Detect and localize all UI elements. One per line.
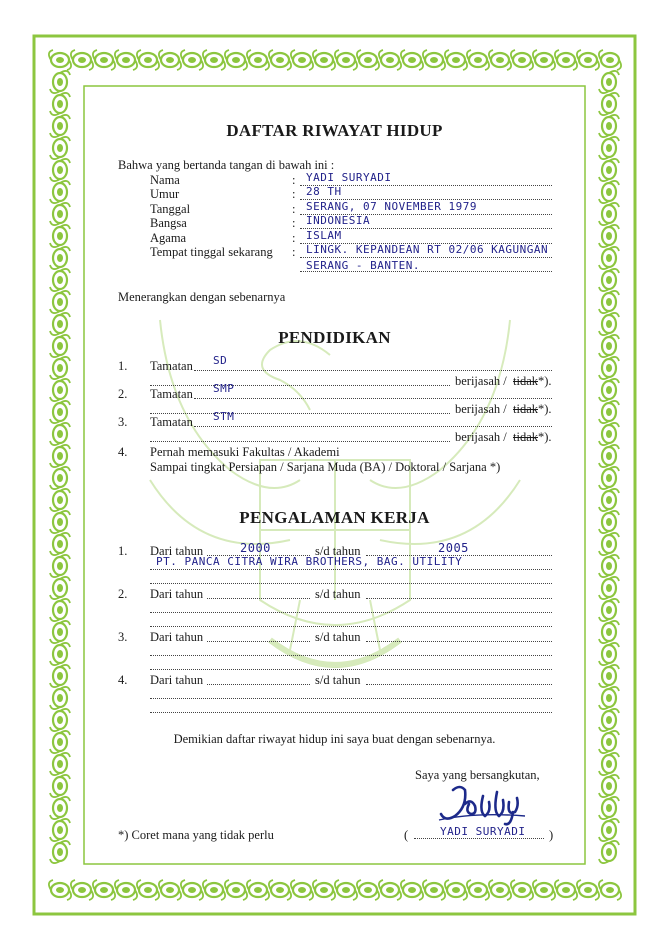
work-item-num: 1. bbox=[118, 544, 128, 558]
border-ornament bbox=[357, 50, 379, 70]
border-ornament bbox=[599, 687, 619, 709]
tidak-label: tidak bbox=[513, 402, 538, 416]
border-ornament bbox=[599, 247, 619, 269]
border-ornament bbox=[203, 880, 225, 900]
border-ornament bbox=[379, 50, 401, 70]
work-item-num: 2. bbox=[118, 587, 128, 601]
border-ornament bbox=[50, 621, 70, 643]
border-ornament bbox=[599, 880, 621, 900]
work-dots bbox=[150, 698, 552, 699]
border-ornament bbox=[137, 50, 159, 70]
border-ornament bbox=[599, 203, 619, 225]
field-colon: : bbox=[292, 173, 296, 187]
border-ornament bbox=[50, 687, 70, 709]
tidak-label: tidak bbox=[513, 430, 538, 444]
border-ornament bbox=[599, 533, 619, 555]
border-ornament bbox=[599, 709, 619, 731]
border-ornament bbox=[423, 50, 445, 70]
edu-item-4-num: 4. bbox=[118, 445, 128, 459]
border-ornament bbox=[533, 50, 555, 70]
border-ornament bbox=[159, 50, 181, 70]
border-ornament bbox=[50, 181, 70, 203]
border-ornament bbox=[50, 445, 70, 467]
work-to-label: s/d tahun bbox=[315, 630, 361, 644]
border-ornament bbox=[511, 880, 533, 900]
border-ornament bbox=[599, 291, 619, 313]
border-ornament bbox=[50, 709, 70, 731]
border-ornament bbox=[50, 467, 70, 489]
work-dots bbox=[366, 598, 552, 599]
border-ornament bbox=[137, 880, 159, 900]
work-dots bbox=[366, 641, 552, 642]
border-ornament bbox=[49, 880, 71, 900]
border-ornament bbox=[599, 445, 619, 467]
border-ornament bbox=[401, 880, 423, 900]
tidak-label: tidak bbox=[513, 374, 538, 388]
border-ornament bbox=[599, 269, 619, 291]
edu-item-label: Tamatan bbox=[150, 359, 193, 373]
signoff-text: Saya yang bersangkutan, bbox=[415, 768, 540, 782]
declare-text: Menerangkan dengan sebenarnya bbox=[118, 290, 286, 304]
work-dots bbox=[150, 655, 552, 656]
field-dots bbox=[300, 257, 552, 258]
border-ornament bbox=[247, 50, 269, 70]
work-dots bbox=[150, 712, 552, 713]
border-ornament bbox=[247, 880, 269, 900]
border-ornament bbox=[50, 423, 70, 445]
border-ornament bbox=[555, 880, 577, 900]
work-dots bbox=[150, 583, 552, 584]
border-ornament bbox=[50, 775, 70, 797]
border-ornament bbox=[50, 753, 70, 775]
border-ornament bbox=[71, 880, 93, 900]
border-ornament bbox=[445, 50, 467, 70]
border-ornament bbox=[555, 50, 577, 70]
field-label: Tempat tinggal sekarang bbox=[150, 245, 273, 259]
border-ornament bbox=[313, 50, 335, 70]
paren-open: ( bbox=[404, 828, 409, 842]
border-ornament bbox=[599, 577, 619, 599]
work-dots bbox=[207, 598, 310, 599]
field-label: Umur bbox=[150, 187, 180, 201]
work-company-value: PT. PANCA CITRA WIRA BROTHERS, BAG. UTILITY bbox=[156, 555, 463, 568]
paren-close: ) bbox=[549, 828, 554, 842]
border-ornament bbox=[599, 423, 619, 445]
border-ornament bbox=[50, 247, 70, 269]
border-ornament bbox=[50, 93, 70, 115]
work-dots bbox=[150, 612, 552, 613]
field-label: Bangsa bbox=[150, 216, 187, 230]
border-ornament bbox=[599, 379, 619, 401]
field-value: SERANG, 07 NOVEMBER 1979 bbox=[306, 200, 477, 213]
field-colon: : bbox=[292, 231, 296, 245]
education-heading: PENDIDIKAN bbox=[278, 328, 391, 347]
edu-item-num: 3. bbox=[118, 415, 128, 429]
border-ornament bbox=[599, 467, 619, 489]
border-ornament bbox=[50, 401, 70, 423]
border-ornament bbox=[467, 50, 489, 70]
edu-item-value: STM bbox=[213, 410, 235, 423]
edu-dots bbox=[150, 413, 450, 414]
border-ornament bbox=[599, 643, 619, 665]
border-ornament bbox=[599, 599, 619, 621]
berijasah-label: berijasah / bbox=[455, 402, 507, 416]
border-ornament bbox=[599, 71, 619, 93]
border-ornament bbox=[599, 841, 619, 863]
work-to-value: 2005 bbox=[438, 541, 469, 555]
border-ornament bbox=[115, 50, 137, 70]
field-value: LINGK. KEPANDEAN RT 02/06 KAGUNGAN bbox=[306, 243, 549, 256]
border-ornament bbox=[50, 577, 70, 599]
border-ornament bbox=[379, 880, 401, 900]
work-dots bbox=[207, 641, 310, 642]
edu-dots bbox=[150, 385, 450, 386]
border-ornament bbox=[313, 880, 335, 900]
border-ornament bbox=[335, 50, 357, 70]
border-ornament bbox=[401, 50, 423, 70]
border-ornament bbox=[50, 225, 70, 247]
border-ornament bbox=[50, 797, 70, 819]
border-ornament bbox=[50, 533, 70, 555]
field-value: SERANG - BANTEN. bbox=[306, 259, 420, 272]
field-value: INDONESIA bbox=[306, 214, 371, 227]
work-dots bbox=[150, 669, 552, 670]
field-colon: : bbox=[292, 202, 296, 216]
border-ornament bbox=[599, 225, 619, 247]
border-ornament bbox=[49, 50, 71, 70]
border-ornament bbox=[599, 665, 619, 687]
border-ornament bbox=[93, 880, 115, 900]
work-item-num: 3. bbox=[118, 630, 128, 644]
signature bbox=[435, 782, 530, 827]
border-ornament bbox=[599, 93, 619, 115]
edu-dots bbox=[194, 426, 552, 427]
border-ornament bbox=[50, 291, 70, 313]
border-ornament bbox=[467, 880, 489, 900]
border-ornament bbox=[50, 357, 70, 379]
border-ornament bbox=[71, 50, 93, 70]
border-ornament bbox=[445, 880, 467, 900]
suffix-label: *). bbox=[538, 402, 552, 416]
intro-text: Bahwa yang bertanda tangan di bawah ini : bbox=[118, 158, 335, 172]
border-ornament bbox=[599, 753, 619, 775]
border-ornament bbox=[181, 50, 203, 70]
border-ornament bbox=[577, 880, 599, 900]
work-from-label: Dari tahun bbox=[150, 630, 204, 644]
border-ornament bbox=[489, 50, 511, 70]
work-to-label: s/d tahun bbox=[315, 673, 361, 687]
page-title: DAFTAR RIWAYAT HIDUP bbox=[226, 121, 443, 140]
field-colon: : bbox=[292, 187, 296, 201]
border-ornament bbox=[50, 665, 70, 687]
field-label: Agama bbox=[150, 231, 187, 245]
border-ornament bbox=[269, 880, 291, 900]
work-heading: PENGALAMAN KERJA bbox=[239, 508, 430, 527]
border-ornament bbox=[423, 880, 445, 900]
garuda-watermark bbox=[150, 320, 520, 665]
border-ornament bbox=[159, 880, 181, 900]
border-ornament bbox=[269, 50, 291, 70]
edu-item-value: SMP bbox=[213, 382, 235, 395]
border-ornament bbox=[599, 797, 619, 819]
work-to-label: s/d tahun bbox=[315, 587, 361, 601]
suffix-label: *). bbox=[538, 374, 552, 388]
border-ornament bbox=[599, 401, 619, 423]
work-dots bbox=[150, 626, 552, 627]
signature-name-line bbox=[414, 838, 544, 839]
berijasah-label: berijasah / bbox=[455, 374, 507, 388]
border-ornament bbox=[599, 50, 621, 70]
work-dots bbox=[366, 684, 552, 685]
border-ornament bbox=[50, 555, 70, 577]
work-to-label: s/d tahun bbox=[315, 544, 361, 558]
work-from-label: Dari tahun bbox=[150, 544, 204, 558]
closing-text: Demikian daftar riwayat hidup ini saya buat dengan sebenarnya. bbox=[173, 732, 496, 746]
border-ornament bbox=[599, 181, 619, 203]
field-label: Tanggal bbox=[150, 202, 191, 216]
work-from-value: 2000 bbox=[240, 541, 271, 555]
border-ornament bbox=[335, 880, 357, 900]
border-ornament bbox=[291, 880, 313, 900]
footnote: *) Coret mana yang tidak perlu bbox=[118, 828, 274, 842]
border-ornament bbox=[50, 203, 70, 225]
border-ornament bbox=[181, 880, 203, 900]
border-ornament bbox=[599, 621, 619, 643]
edu-item-num: 2. bbox=[118, 387, 128, 401]
suffix-label: *). bbox=[538, 430, 552, 444]
border-ornament bbox=[291, 50, 313, 70]
work-dots bbox=[207, 684, 310, 685]
border-ornament bbox=[599, 357, 619, 379]
edu-dots bbox=[194, 370, 552, 371]
field-colon: : bbox=[292, 216, 296, 230]
border-ornament bbox=[50, 71, 70, 93]
work-from-label: Dari tahun bbox=[150, 673, 204, 687]
work-from-label: Dari tahun bbox=[150, 587, 204, 601]
border-ornament bbox=[357, 880, 379, 900]
border-ornament bbox=[599, 819, 619, 841]
edu-item-4-line2: Sampai tingkat Persiapan / Sarjana Muda (BA) / Doktoral / Sarjana *) bbox=[150, 460, 501, 474]
edu-dots bbox=[194, 398, 552, 399]
border-ornament bbox=[533, 880, 555, 900]
border-ornament bbox=[50, 379, 70, 401]
work-dots bbox=[150, 569, 552, 570]
berijasah-label: berijasah / bbox=[455, 430, 507, 444]
field-value: 28 TH bbox=[306, 185, 342, 198]
border-ornament bbox=[599, 159, 619, 181]
border-ornament bbox=[50, 599, 70, 621]
border-ornament bbox=[489, 880, 511, 900]
field-label: Nama bbox=[150, 173, 180, 187]
border-ornament bbox=[50, 159, 70, 181]
border-ornament bbox=[577, 50, 599, 70]
edu-item-label: Tamatan bbox=[150, 415, 193, 429]
border-ornament bbox=[203, 50, 225, 70]
field-value: ISLAM bbox=[306, 229, 342, 242]
edu-item-num: 1. bbox=[118, 359, 128, 373]
edu-item-label: Tamatan bbox=[150, 387, 193, 401]
field-value: YADI SURYADI bbox=[306, 171, 392, 184]
border-ornament bbox=[599, 555, 619, 577]
border-ornament bbox=[225, 880, 247, 900]
field-colon: : bbox=[292, 245, 296, 259]
signature-name: YADI SURYADI bbox=[440, 825, 526, 838]
work-item-num: 4. bbox=[118, 673, 128, 687]
border-ornament bbox=[599, 775, 619, 797]
border-ornament bbox=[225, 50, 247, 70]
border-ornament bbox=[511, 50, 533, 70]
edu-item-4-line1: Pernah memasuki Fakultas / Akademi bbox=[150, 445, 340, 459]
edu-dots bbox=[150, 441, 450, 442]
border-ornament bbox=[50, 269, 70, 291]
border-ornament bbox=[50, 643, 70, 665]
border-ornament bbox=[93, 50, 115, 70]
border-ornament bbox=[115, 880, 137, 900]
border-ornament bbox=[50, 819, 70, 841]
edu-item-value: SD bbox=[213, 354, 228, 367]
border-ornament bbox=[50, 841, 70, 863]
